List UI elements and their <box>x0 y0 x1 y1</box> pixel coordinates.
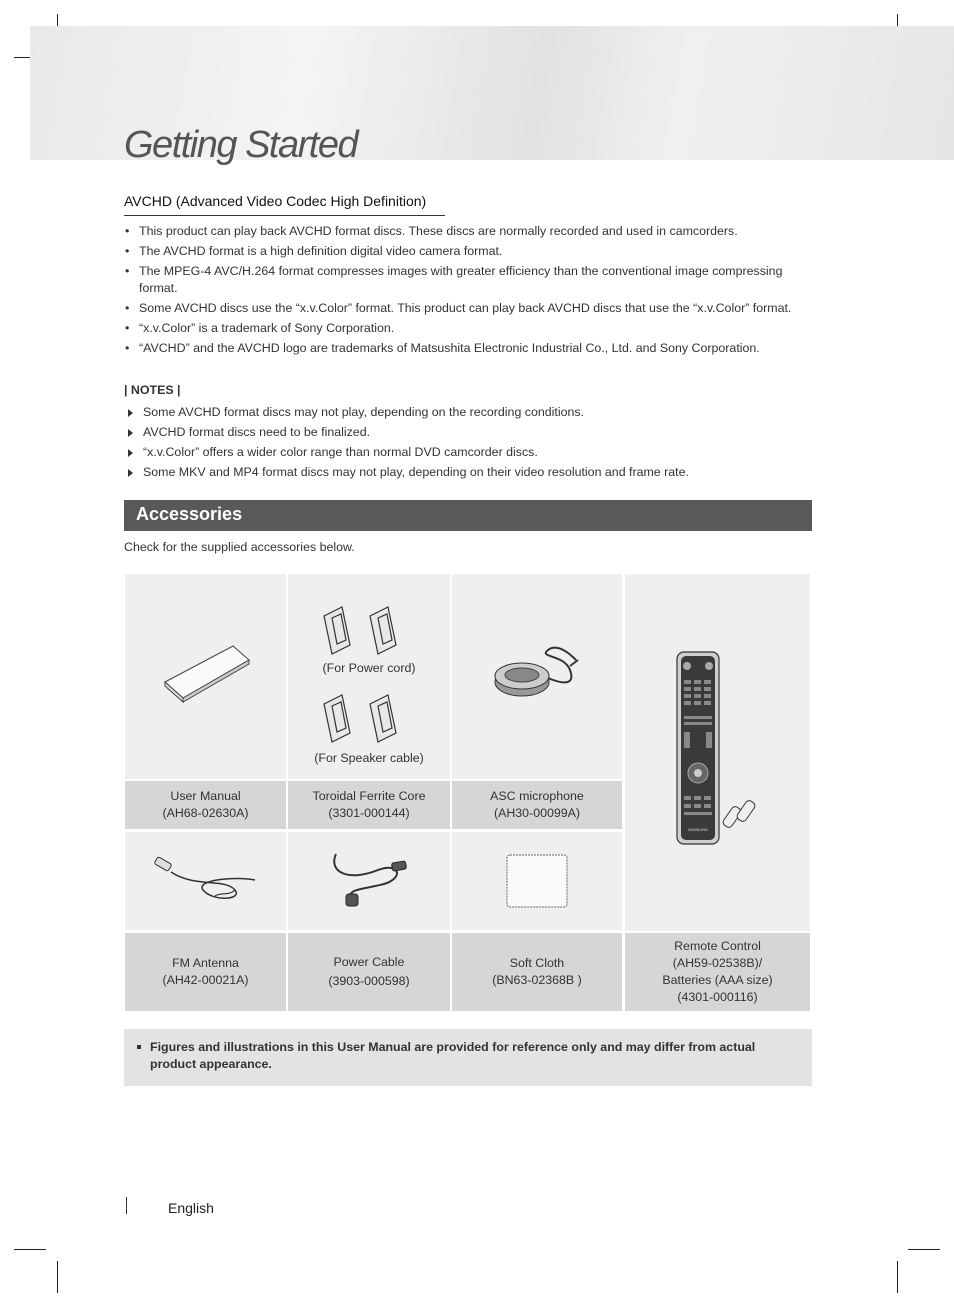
bullet-item: • “x.v.Color” is a trademark of Sony Corporation. <box>124 320 814 337</box>
accessories-intro: Check for the supplied accessories below. <box>124 540 355 554</box>
bullet-item: • “AVCHD” and the AVCHD logo are trademarks of Matsushita Electronic Industrial Co., Ltd. and Sony Corporation. <box>124 340 814 357</box>
item-name: User Manual <box>170 789 241 803</box>
soft-cloth-icon <box>452 832 622 930</box>
bullet-item: • The AVCHD format is a high definition digital video camera format. <box>124 243 814 260</box>
item-part-number: (AH42-00021A) <box>162 973 249 987</box>
footer-divider <box>126 1197 127 1214</box>
item-part-number: (AH59-02538B)/ <box>672 956 763 970</box>
remote-control-icon <box>625 574 810 931</box>
fm-antenna-label <box>125 933 286 1011</box>
soft-cloth-image-cell <box>452 832 622 930</box>
soft-cloth-label <box>452 933 622 1011</box>
remote-control-label <box>625 933 810 1011</box>
square-bullet-icon <box>137 1045 141 1049</box>
notes-label: | NOTES | <box>124 383 181 397</box>
item-name: Batteries (AAA size) <box>662 973 773 987</box>
disclaimer-note <box>124 1029 812 1086</box>
power-cable-image-cell <box>288 832 450 930</box>
user-manual-label <box>125 781 286 829</box>
bullet-item: • The MPEG-4 AVC/H.264 format compresses images with greater efficiency than the conventional image compressing format. <box>124 263 814 297</box>
remote-control-image-cell <box>625 574 810 931</box>
item-name: ASC microphone <box>490 789 584 803</box>
note-item: “x.v.Color” offers a wider color range than normal DVD camcorder discs. <box>124 444 814 461</box>
item-name: FM Antenna <box>172 956 239 970</box>
note-item: Some MKV and MP4 format discs may not play, depending on their video resolution and frame rate. <box>124 464 814 481</box>
crop-mark <box>57 1261 58 1293</box>
user-manual-image-cell <box>125 574 286 779</box>
item-part-number: (BN63-02368B ) <box>492 973 582 987</box>
power-cable-label <box>288 933 450 1011</box>
crop-mark <box>908 1249 940 1250</box>
avchd-bullet-list <box>124 223 814 360</box>
microphone-icon <box>452 574 622 779</box>
avchd-heading: AVCHD (Advanced Video Codec High Definition) <box>124 193 445 216</box>
power-cable-icon <box>288 832 450 930</box>
ferrite-core-icon <box>288 574 450 779</box>
ferrite-caption-power: (For Power cord) <box>322 661 416 675</box>
user-manual-illustration <box>125 574 286 779</box>
fm-antenna-image-cell <box>125 832 286 930</box>
antenna-icon <box>125 832 286 930</box>
bullet-item: • Some AVCHD discs use the “x.v.Color” format. This product can play back AVCHD discs that use the “x.v.Color” format. <box>124 300 814 317</box>
item-name: Remote Control <box>674 939 761 953</box>
item-name: Soft Cloth <box>509 956 565 970</box>
bullet-item: • This product can play back AVCHD format discs. These discs are normally recorded and used in camcorders. <box>124 223 814 240</box>
note-item: AVCHD format discs need to be finalized. <box>124 424 814 441</box>
item-name: Power Cable <box>333 955 405 969</box>
item-part-number: (4301-000116) <box>677 990 758 1004</box>
asc-microphone-label <box>452 781 622 829</box>
asc-microphone-image-cell <box>452 574 622 779</box>
ferrite-caption-speaker: (For Speaker cable) <box>314 751 424 765</box>
ferrite-core-image-cell <box>288 574 450 779</box>
item-name: Toroidal Ferrite Core <box>312 789 426 803</box>
item-part-number: (3301-000144) <box>328 806 410 820</box>
item-part-number: (3903-000598) <box>328 974 410 988</box>
item-part-number: (AH30-00099A) <box>493 806 581 820</box>
ferrite-core-label <box>288 781 450 829</box>
footer-language: English <box>168 1200 214 1216</box>
crop-mark <box>897 1261 898 1293</box>
crop-mark <box>14 1249 46 1250</box>
accessories-heading: Accessories <box>124 500 812 531</box>
notes-list <box>124 404 814 484</box>
disclaimer-text: Figures and illustrations in this User Manual are provided for reference only and may differ from actual product appearance. <box>150 1040 756 1071</box>
page-title: Getting Started <box>124 124 358 166</box>
remote-brand-logo: SAMSUNG <box>687 827 709 832</box>
item-part-number: (AH68-02630A) <box>162 806 249 820</box>
note-item: Some AVCHD format discs may not play, depending on the recording conditions. <box>124 404 814 421</box>
